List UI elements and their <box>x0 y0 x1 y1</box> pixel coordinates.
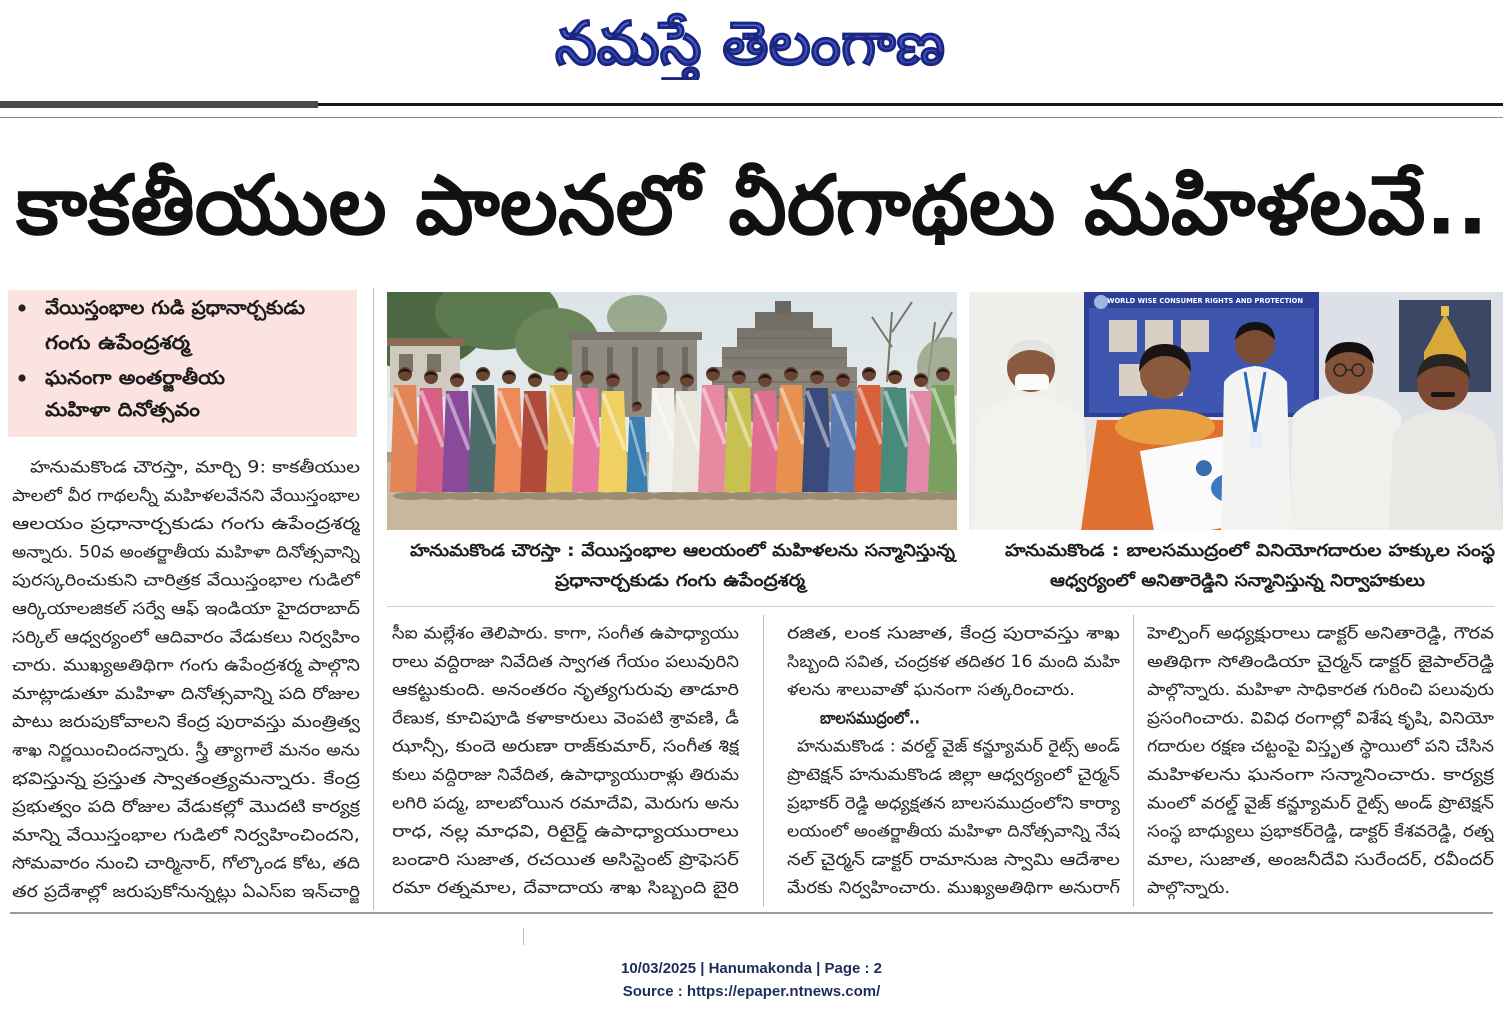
text-line: పాలలో వీర గాథలన్నీ మహిళలవేనని వేయిస్తంభాల <box>12 485 331 505</box>
photo-2-caption-line1: హనుమకొండ : బాలసముద్రంలో వినియోగదారుల హక్కుల సంస్థ <box>1005 541 1422 561</box>
text-line: రజిత, లంక సుజాత, కేంద్ర పురావస్తు శాఖ <box>787 623 1051 643</box>
highlight-1-line2: గంగు ఉపేంద్రశర్మ <box>45 332 168 354</box>
text-line: సోమవారం నుంచి చార్మినార్, గోల్కొండ కోట, తది <box>12 853 322 873</box>
text-line: నల్ చైర్మన్ డాక్టర్ రామానుజ స్వామి ఆదేశాల <box>787 849 1070 869</box>
article-column-1 <box>12 453 360 910</box>
article-column-2 <box>392 619 739 906</box>
text-line: మహిళలను ఘనంగా సన్మానించారు. కార్యక్ర <box>1147 765 1422 784</box>
highlight-1-line1: వేయిస్తంభాల గుడి ప్రధానార్చకుడు <box>45 297 293 319</box>
column-rule <box>763 615 764 907</box>
photo-1-caption <box>387 535 957 600</box>
masthead-logo <box>540 4 960 80</box>
mustache <box>1431 392 1455 397</box>
text-line: ఆకట్టుకుంది. అనంతరం నృత్యగురువు తాడూరి <box>392 680 688 700</box>
footer-source: Source : https://epaper.ntnews.com/ <box>622 983 881 1000</box>
text-line: రాధ, నల్ల మాధవి, రిటైర్డ్ ఉపాధ్యాయురాలు <box>392 821 667 841</box>
text-line: సర్కిల్ ఆధ్వర్యంలో ఆదివారం వేడుకలు నిర్వహిం <box>12 627 319 647</box>
banner-logo-icon <box>1094 295 1108 309</box>
text-line: పురస్కరించుకుని చారిత్రక వేయిస్తంభాల గుడిలో <box>12 570 312 590</box>
article-column-3 <box>787 619 1120 906</box>
headline: కాకతీయుల పాలనలో వీరగాథలు మహిళలవే.. <box>14 158 1489 254</box>
text-line: పాల్గొన్నారు. <box>1147 878 1225 898</box>
text-line: సంస్థ బాధ్యులు ప్రభాకర్‌రెడ్డి, డాక్టర్ కేశవరెడ్డి, రత్న <box>1147 821 1460 841</box>
photo-2-caption <box>969 535 1503 600</box>
banner-text: WORLD WISE CONSUMER RIGHTS AND PROTECTION <box>1107 297 1304 305</box>
highlights-list <box>8 290 357 437</box>
text-line: పాటు జరుపుకోవాలని కేంద్ర పురావస్తు మంత్రిత్వ <box>12 712 314 732</box>
masthead-rule-thick <box>0 101 318 108</box>
face-mask <box>1015 374 1049 390</box>
text-line: ఆలయం ప్రధానార్చకుడు గంగు ఉపేంద్రశర్మ <box>12 514 277 534</box>
highlight-2-line2: మహిళా దినోత్సవం <box>45 399 185 421</box>
photo-temple-felicitation <box>387 292 957 530</box>
section-subheading: బాలసముద్రంలో.. <box>820 708 934 728</box>
headline-block <box>0 150 1503 260</box>
text-line: అతిథిగా సోతిండియా చైర్మన్ డాక్టర్ జైపాల్‌రెడ్డి <box>1147 651 1434 671</box>
garland <box>1115 409 1215 445</box>
highlight-2-line1: ఘనంగా అంతర్జాతీయ <box>45 367 209 389</box>
photo-1-caption-line2: ప్రధానార్చకుడు గంగు ఉపేంద్రశర్మ <box>555 571 768 591</box>
text-line: గదారుల రక్షణ చట్టంపై విస్తృత స్థాయిలో పని చేసిన <box>1147 736 1470 756</box>
text-line: చారు. ముఖ్యఅతిథిగా గంగు ఉపేంద్రశర్మ పాల్గొని <box>12 655 314 675</box>
text-line: రాలు వద్దిరాజు నివేదిత స్వాగత గేయం పలువురిని <box>392 651 707 671</box>
caption-rule <box>387 606 1495 607</box>
bullet-icon <box>18 304 25 311</box>
text-line: ఝాన్సీ, కుందె అరుణా రాజ్‌కుమార్, సంగీత శిక్ష <box>392 736 690 756</box>
text-line: తర ప్రదేశాల్లో జరుపుకోనున్నట్లు ఏఎస్ఐ ఇన్‌చార్జి <box>12 882 318 901</box>
highlights-box <box>8 290 357 437</box>
text-line: మేరకు నిర్వహించారు. ముఖ్యఅతిథిగా అనురాగ్ <box>787 878 1089 898</box>
photo-office-scene <box>969 292 1503 530</box>
text-line: హెల్పింగ్ అధ్యక్షురాలు డాక్టర్ అనితారెడ్డి, గౌరవ <box>1147 623 1441 643</box>
text-line: ప్రభాకర్ రెడ్డి అధ్యక్షతన బాలసముద్రంలోని కార్యా <box>787 793 1093 813</box>
text-line: ఆర్కియాలజికల్ సర్వే ఆఫ్ ఇండియా హైదరాబాద్ <box>12 599 321 618</box>
text-line: అన్నారు. 50వ అంతర్జాతీయ మహిళా దినోత్సవాన్ని <box>12 542 337 562</box>
text-line: రేణుక, కూచిపూడి కళాకారులు వెంపటి శ్రావణి, డీ <box>392 708 702 728</box>
photo-temple-scene <box>387 292 957 530</box>
text-line: మంలో వరల్డ్ వైజ్ కన్జ్యూమర్ రైట్స్ అండ్ ప్రొటెక్షన్ <box>1147 793 1457 813</box>
text-line: లయంలో అంతర్జాతీయ మహిళా దినోత్సవాన్ని నేష <box>787 821 1104 841</box>
text-line: హనుమకొండ చౌరస్తా, మార్చి 9: కాకతీయుల <box>30 457 311 477</box>
text-line: సీఐ మల్లేశం తెలిపారు. కాగా, సంగీత ఉపాధ్యాయు <box>392 623 711 643</box>
column-rule <box>1133 615 1134 907</box>
person-figure <box>928 367 957 500</box>
photo-1-caption-line1: హనుమకొండ చౌరస్తా : వేయిస్తంభాల ఆలయంలో మహిళలను సన్మానిస్తున్న <box>410 541 897 561</box>
text-line: మాల, సుజాత, అంజనీదేవి సురేందర్, రవీందర్ <box>1147 849 1494 869</box>
masthead-title: నమస్తే తెలంగాణ <box>555 9 949 79</box>
column-rule <box>373 288 374 910</box>
article-column-4 <box>1147 619 1494 906</box>
text-line: మాట్లాడుతూ మహిళా దినోత్సవాన్ని పది రోజుల <box>12 683 310 703</box>
text-line: ప్రొటెక్షన్ హనుమకొండ జిల్లా ఆధ్వర్యంలో చైర్మన్ <box>787 765 1082 784</box>
text-line: పాల్గొన్నారు. మహిళా సాధికారత గురించి పలువురు <box>1147 680 1470 700</box>
text-line: ప్రభుత్వం పది రోజుల వేడుకల్లో మొదటి కార్యక్ర <box>12 797 304 817</box>
photo-consumer-rights-felicitation <box>969 292 1503 530</box>
text-line: హనుమకొండ : వరల్డ్ వైజ్ కన్జ్యూమర్ రైట్స్ అండ్ <box>797 736 1102 756</box>
text-line: ళలను శాలువాతో ఘనంగా సత్కరించారు. <box>787 680 1050 700</box>
text-line: శాఖ నిర్ణయించిందన్నారు. స్త్రీ త్యాగాలే మనం అను <box>12 740 325 760</box>
masthead-rule <box>318 103 1503 106</box>
text-line: మాన్ని వేయిస్తంభాల గుడిలో నిర్వహించిందని, <box>12 825 298 845</box>
text-line: ప్రసంగించారు. వివిధ రంగాల్లో విశేష కృషి, వినియో <box>1147 708 1462 728</box>
text-line: లగిరి పద్మ, బాలబోయిన రమాదేవి, మెరుగు అను <box>392 793 701 813</box>
footer-date-edition: 10/03/2025 | Hanumakonda | Page : 2 <box>620 960 882 977</box>
text-line: రమా రత్నమాల, దేవాదాయ శాఖ సిబ్బంది బైరి <box>392 878 685 898</box>
text-line: సిబ్బంది సవిత, చంద్రకళ తదితర 16 మంది మహి <box>787 651 1102 671</box>
text-line: కులు వద్దిరాజు నివేదిత, ఉపాధ్యాయురాళ్లు తిరుమ <box>392 765 713 784</box>
text-line: భవిస్తున్న ప్రస్తుత స్వాతంత్ర్యమన్నారు. కేంద్ర <box>12 768 285 788</box>
masthead-rule-thin <box>0 117 1503 118</box>
text-line: బండారి సుజాత, రచయిత అసిస్టెంట్ ప్రొఫెసర్ <box>392 849 677 869</box>
bullet-icon <box>18 374 25 381</box>
photo-2-caption-line2: ఆధ్వర్యంలో అనితారెడ్డిని సన్మానిస్తున్న నిర్వాహకులు <box>1050 571 1390 591</box>
article-bottom-rule <box>10 912 1493 914</box>
next-article-rule <box>523 928 524 945</box>
